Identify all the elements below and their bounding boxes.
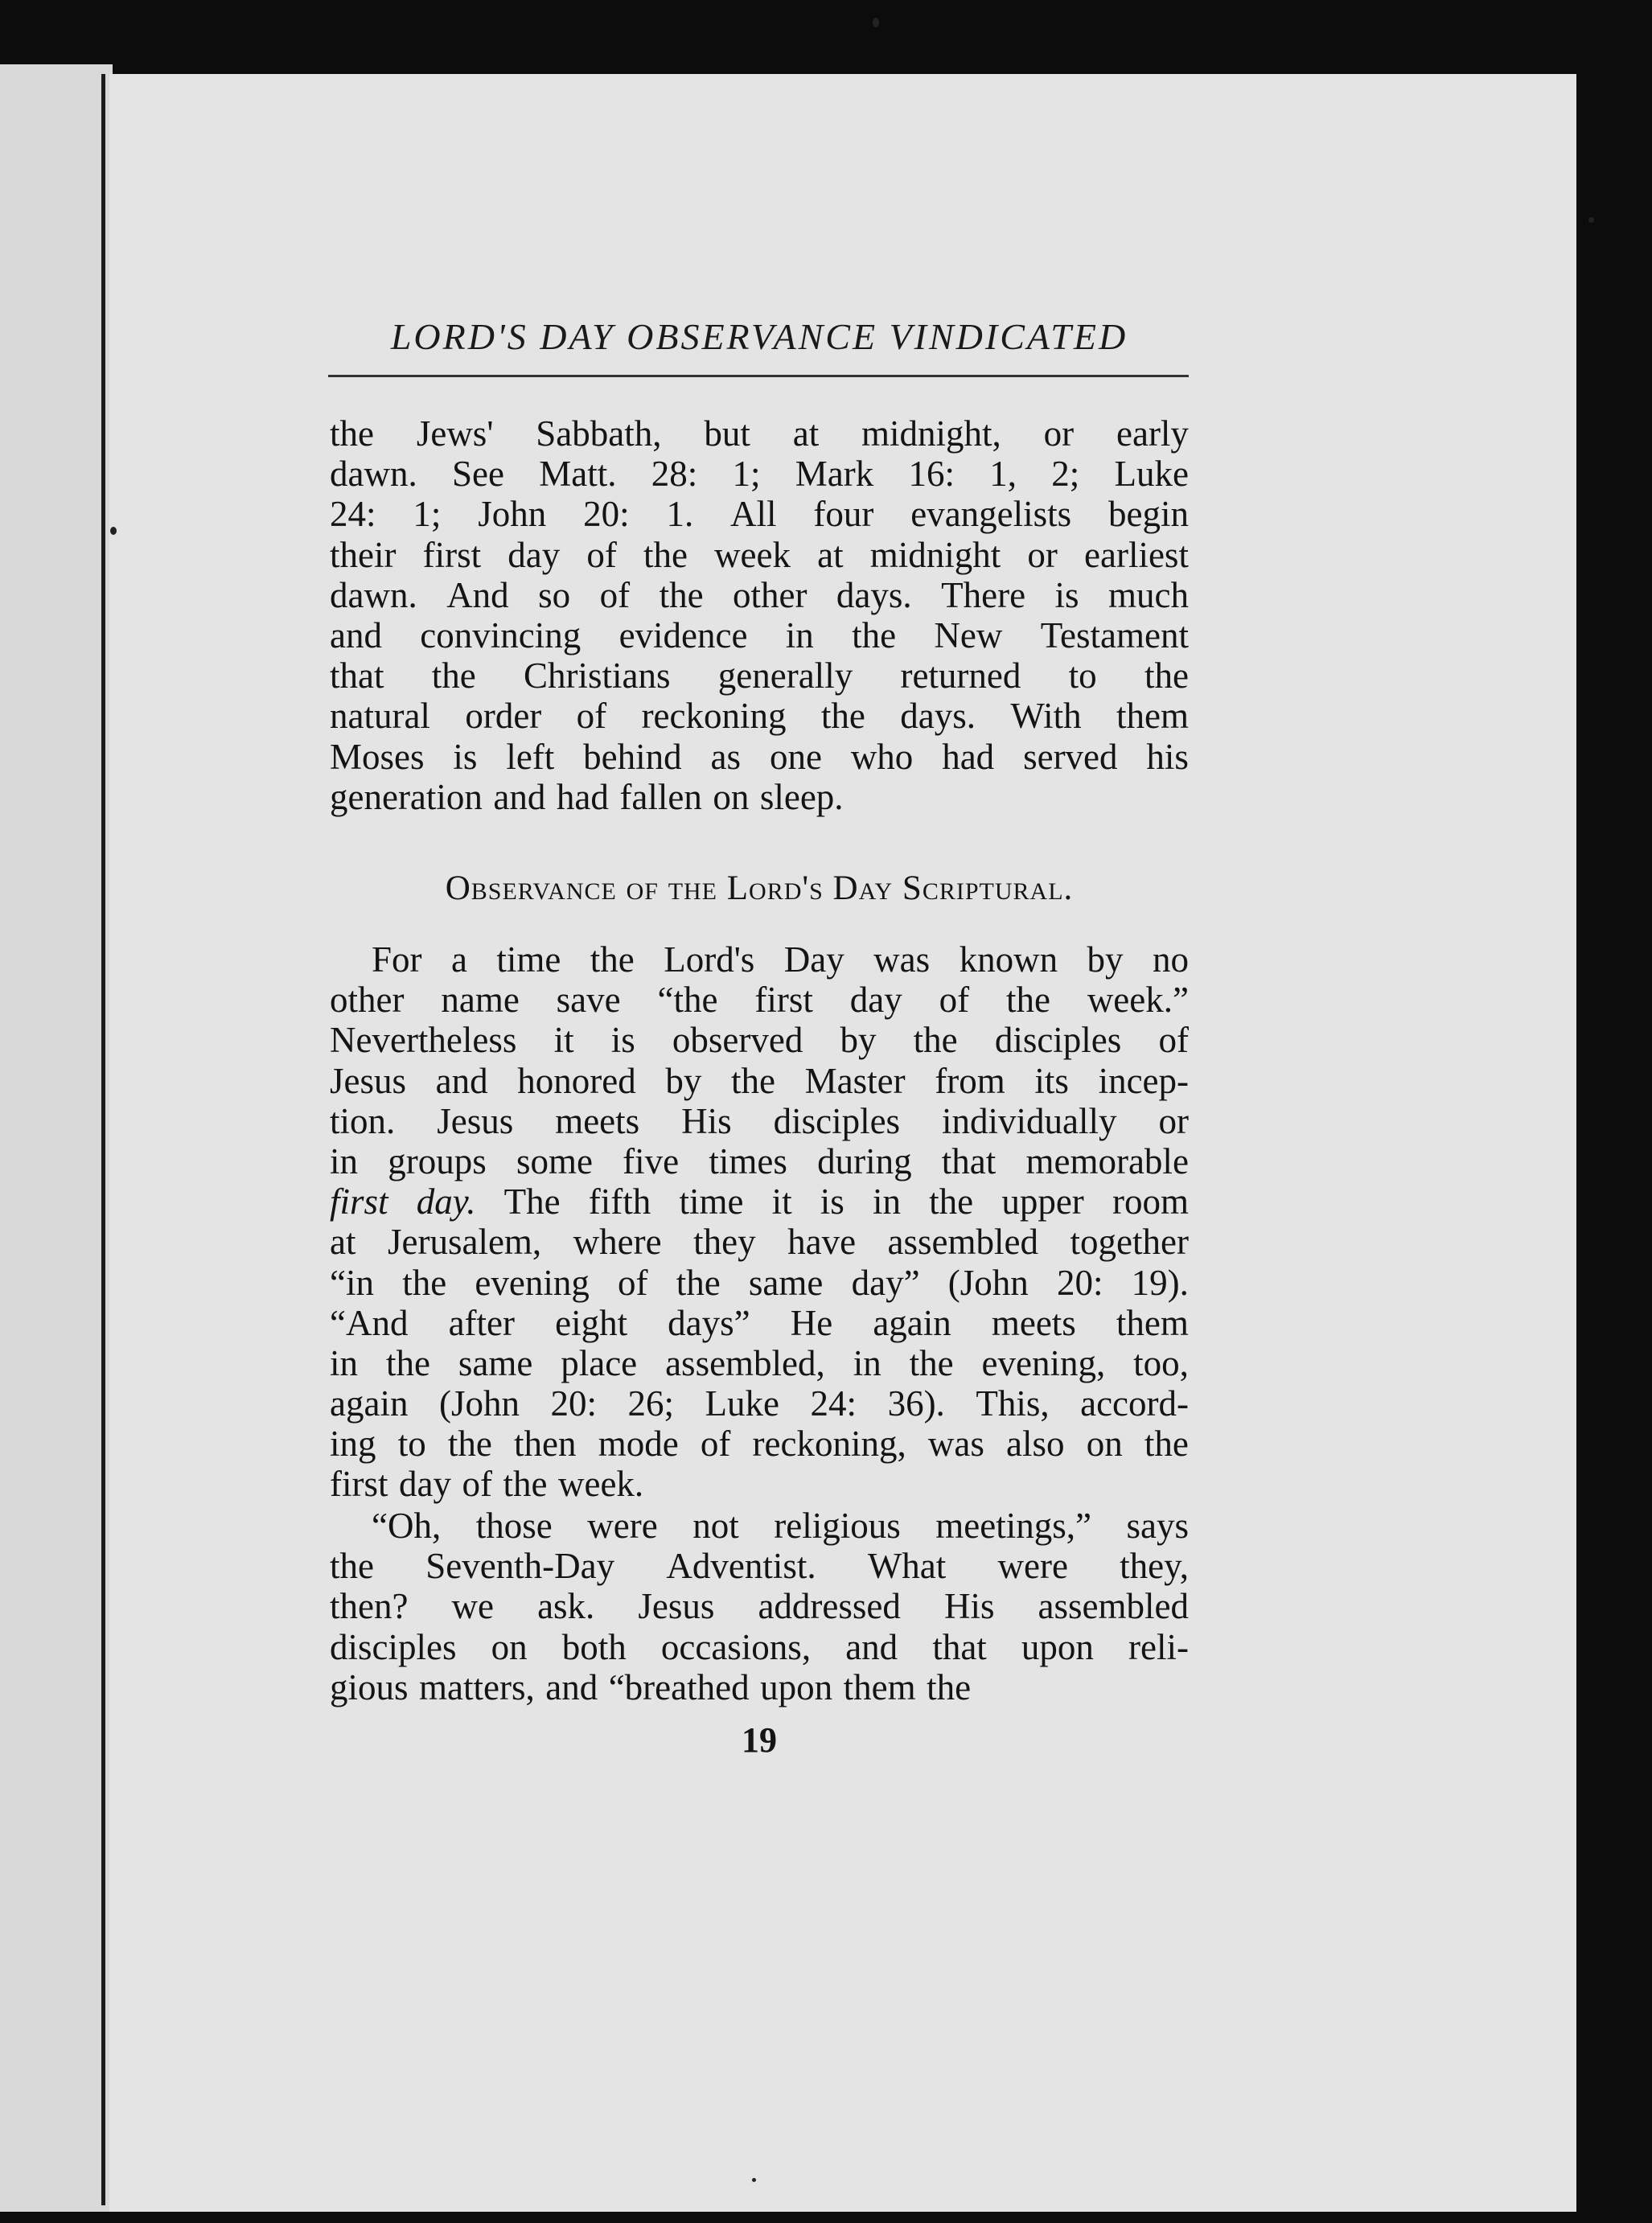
text-line: natural order of reckoning the days. With them	[330, 696, 1189, 737]
scan-speck	[873, 18, 879, 27]
text-line: the Seventh-Day Adventist. What were they,	[330, 1546, 1189, 1587]
text-line: gious matters, and “breathed upon them the	[330, 1666, 972, 1707]
text-line: ing to the then mode of reckoning, was also on the	[330, 1424, 1189, 1465]
facing-page-edge	[0, 64, 113, 2212]
text-line: 24: 1; John 20: 1. All four evangelists begin	[330, 494, 1189, 535]
text-line: in the same place assembled, in the evening, too,	[330, 1342, 1189, 1383]
text-line: that the Christians generally returned to the	[330, 655, 1189, 696]
text-line: Jesus and honored by the Master from its incep-	[330, 1060, 1189, 1101]
text-line: their first day of the week at midnight or earliest	[330, 534, 1189, 575]
text-line: Nevertheless it is observed by the disciples of	[330, 1020, 1189, 1061]
header-rule	[328, 375, 1189, 377]
text-line: then? we ask. Jesus addressed His assembled	[330, 1586, 1189, 1627]
text-line: in groups some five times during that memorable	[330, 1140, 1189, 1181]
scan-border-right	[1576, 64, 1652, 2223]
text-line: generation and had fallen on sleep.	[330, 776, 844, 817]
paragraph-2	[330, 939, 1189, 1505]
text-line: and convincing evidence in the New Testament	[330, 614, 1189, 655]
scan-speck	[752, 2178, 756, 2182]
page-number: 19	[742, 1720, 777, 1760]
text-line: dawn. And so of the other days. There is much	[330, 574, 1189, 615]
text-line: first day of the week.	[330, 1464, 644, 1505]
text-line: “And after eight days” He again meets them	[330, 1302, 1189, 1343]
text-line: For a time the Lord's Day was known by no	[372, 939, 1189, 980]
text-line: at Jerusalem, where they have assembled together	[330, 1222, 1189, 1263]
text-line: Moses is left behind as one who had served his	[330, 736, 1189, 777]
text-line: the Jews' Sabbath, but at midnight, or early	[330, 413, 1189, 454]
text-line: again (John 20: 26; Luke 24: 36). This, accord-	[330, 1383, 1189, 1424]
text-line: other name save “the first day of the week.”	[330, 980, 1189, 1021]
text-line: tion. Jesus meets His disciples individually or	[330, 1100, 1189, 1141]
text-line: dawn. See Matt. 28: 1; Mark 16: 1, 2; Luke	[330, 454, 1189, 495]
scan-speck	[110, 527, 117, 535]
scan-border-top	[0, 0, 1652, 74]
text-line: first day. The fifth time it is in the upper room	[330, 1181, 1189, 1222]
text-line: disciples on both occasions, and that upon reli-	[330, 1626, 1189, 1667]
scan-speck	[1588, 217, 1594, 223]
paragraph-1	[330, 413, 1189, 817]
paragraph-3	[330, 1506, 1189, 1707]
binding-shadow	[101, 74, 105, 2205]
text-line: “in the evening of the same day” (John 20: 19).	[330, 1262, 1189, 1303]
section-heading: Observance of the Lord's Day Scriptural.	[445, 869, 1074, 907]
running-head: LORD'S DAY OBSERVANCE VINDICATED	[390, 316, 1128, 357]
text-line: “Oh, those were not religious meetings,” says	[372, 1506, 1189, 1546]
